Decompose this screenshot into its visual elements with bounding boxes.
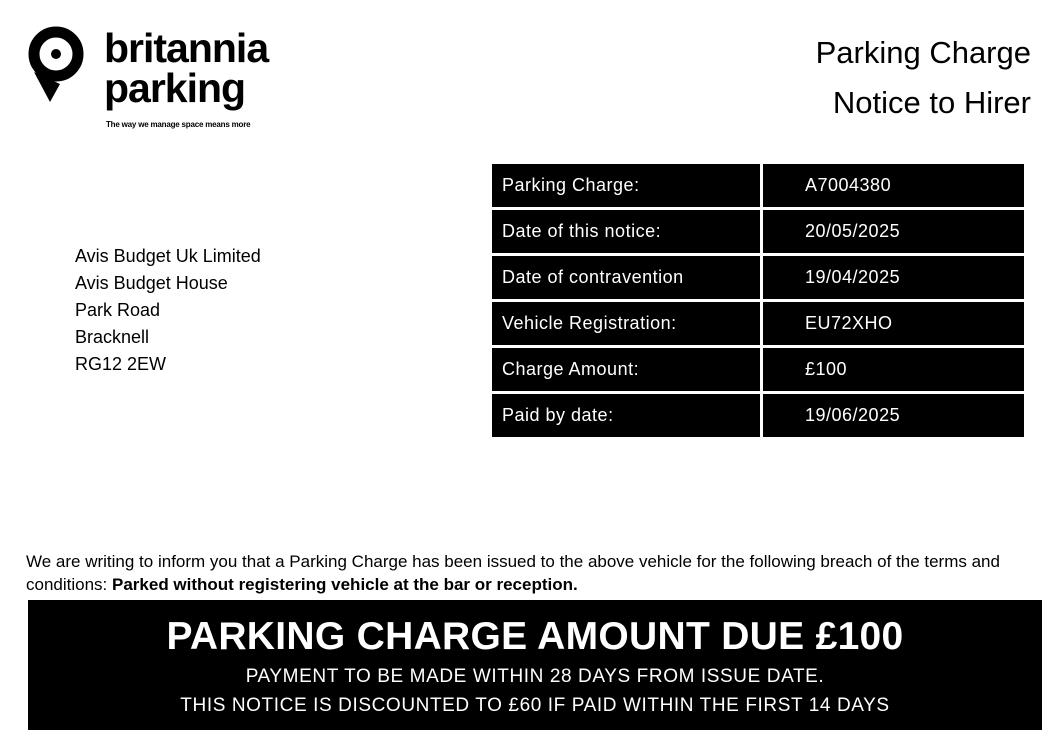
address-line: Park Road	[75, 300, 161, 320]
detail-label: Date of contravention	[492, 256, 760, 299]
detail-value: 20/05/2025	[763, 210, 1024, 253]
detail-row-vehicle-registration	[492, 302, 1024, 345]
document-title	[816, 28, 1031, 128]
detail-value: 19/04/2025	[763, 256, 1024, 299]
detail-label: Charge Amount:	[492, 348, 760, 391]
detail-value: EU72XHO	[763, 302, 1024, 345]
notice-details-table	[489, 161, 1027, 440]
detail-label: Date of this notice:	[492, 210, 760, 253]
brand-name-line2: parking	[104, 65, 246, 111]
detail-value: £100	[763, 348, 1024, 391]
recipient-address	[75, 243, 261, 378]
payment-deadline-text: PAYMENT TO BE MADE WITHIN 28 DAYS FROM ISSUE DATE.	[245, 666, 825, 687]
detail-row-paid-by-date	[492, 394, 1024, 437]
brand-name-line1: britannia	[104, 25, 269, 71]
amount-due-heading: PARKING CHARGE AMOUNT DUE £100	[166, 615, 904, 658]
breach-reason: Parked without registering vehicle at the bar or reception.	[112, 575, 578, 594]
address-line: Avis Budget House	[75, 273, 228, 293]
detail-row-contravention-date	[492, 256, 1024, 299]
detail-value: A7004380	[763, 164, 1024, 207]
breach-intro-text: We are writing to inform you that a Parking Charge has been issued to the above vehicle for the following breach of the terms and conditions:	[26, 552, 1000, 594]
britannia-logo-icon	[26, 26, 86, 106]
address-line: RG12 2EW	[75, 354, 167, 374]
detail-value: 19/06/2025	[763, 394, 1024, 437]
detail-label: Parking Charge:	[492, 164, 760, 207]
detail-row-parking-charge	[492, 164, 1024, 207]
brand-logo	[26, 26, 326, 136]
breach-statement	[26, 550, 1036, 596]
title-line1: Parking Charge	[815, 35, 1031, 70]
amount-due-banner	[28, 600, 1042, 730]
title-line2: Notice to Hirer	[832, 85, 1031, 120]
detail-label: Vehicle Registration:	[492, 302, 760, 345]
address-line: Bracknell	[75, 327, 150, 347]
discount-text: THIS NOTICE IS DISCOUNTED TO £60 IF PAID WITHIN THE FIRST 14 DAYS	[180, 695, 890, 716]
detail-row-notice-date	[492, 210, 1024, 253]
detail-label: Paid by date:	[492, 394, 760, 437]
detail-row-charge-amount	[492, 348, 1024, 391]
address-line: Avis Budget Uk Limited	[75, 246, 261, 266]
brand-tagline: The way we manage space means more	[106, 120, 251, 129]
